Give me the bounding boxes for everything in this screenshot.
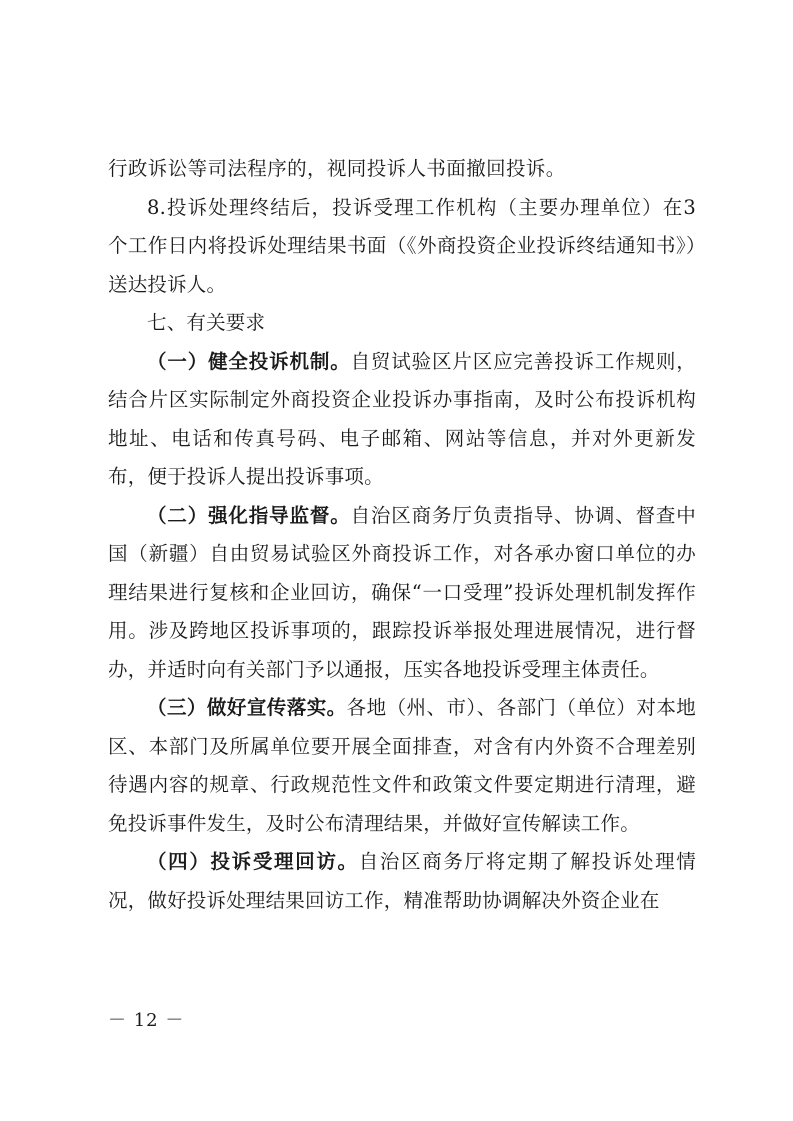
paragraph-requirement-2 (108, 497, 696, 690)
paragraph-text: 自贸试验区片区应完善投诉工作规则，结合片区实际制定外商投资企业投诉办事指南，及时公布投诉机构地址、电话和传真号码、电子邮箱、网站等信息，并对外更新发布，便于投诉人提出投诉事项。 (108, 349, 696, 488)
paragraph-item-8 (108, 189, 696, 305)
section-heading (108, 304, 696, 343)
paragraph-requirement-1 (108, 343, 696, 497)
paragraph-requirement-3 (108, 689, 696, 843)
body-text (108, 150, 696, 920)
paragraph-text: 8.投诉处理终结后，投诉受理工作机构（主要办理单位）在3 个工作日内将投诉处理结果书面（《外商投资企业投诉终结通知书》）送达投诉人。 (108, 195, 696, 296)
paragraph-text: 各地（州、市）、各部门（单位）对本地区、本部门及所属单位要开展全面排查，对含有内外资不合理差别待遇内容的规章、行政规范性文件和政策文件要定期进行清理，避免投诉事件发生，及时公布清理结果，并做好宣传解读工作。 (108, 696, 696, 835)
paragraph-text: 自治区商务厅将定期了解投诉处理情况，做好投诉处理结果回访工作，精准帮助协调解决外资企业在 (108, 850, 696, 912)
paragraph-continuation (108, 150, 696, 189)
heading-text: 七、有关要求 (147, 311, 266, 334)
paragraph-lead: （三）做好宣传落实。 (147, 696, 347, 719)
paragraph-lead: （四）投诉受理回访。 (147, 850, 359, 873)
paragraph-lead: （一）健全投诉机制。 (147, 349, 351, 373)
paragraph-text: 行政诉讼等司法程序的，视同投诉人书面撤回投诉。 (108, 157, 566, 180)
paragraph-text: 自治区商务厅负责指导、协调、督查中国（新疆）自由贸易试验区外商投诉工作，对各承办窗口单位的办理结果进行复核和企业回访，确保“一口受理”投诉处理机制发挥作用。涉及跨地区投诉事项的，跟踪投诉举报处理进展情况，进行督办，并适时向有关部门予以通报，压实各地投诉受理主体责任。 (108, 503, 696, 681)
page-number: － 12 － (108, 1010, 185, 1031)
paragraph-requirement-4 (108, 843, 696, 920)
paragraph-lead: （二）强化指导监督。 (147, 503, 351, 527)
